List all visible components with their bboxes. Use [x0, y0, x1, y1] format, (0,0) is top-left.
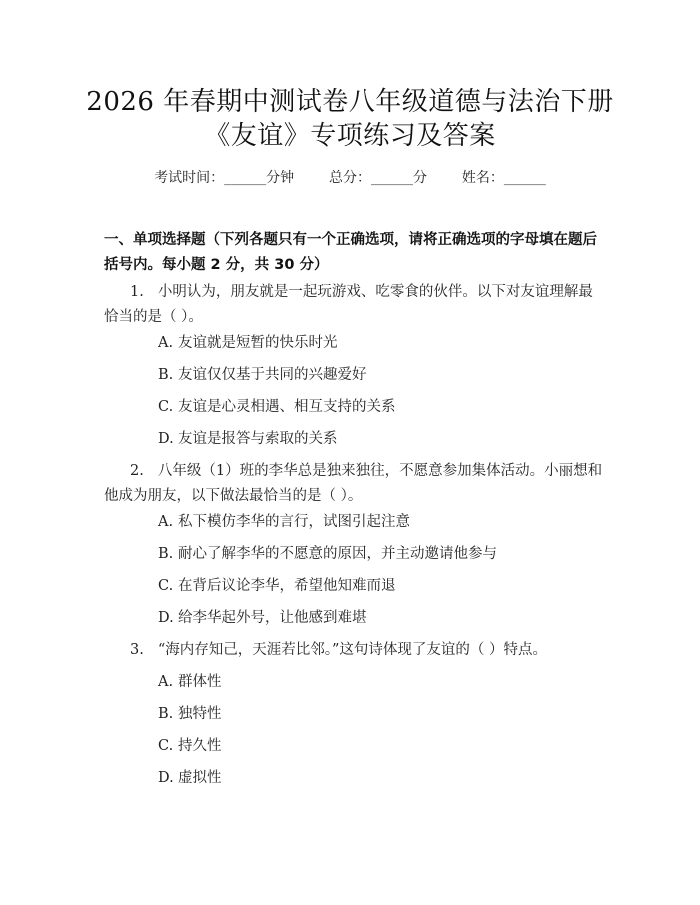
time-unit: 分钟	[266, 170, 295, 186]
option-3c	[158, 736, 222, 756]
option-letter: B.	[158, 706, 174, 722]
exam-meta	[0, 168, 700, 188]
question-number: 2.	[130, 463, 144, 479]
option-letter: B.	[158, 546, 174, 562]
option-text: 群体性	[178, 674, 222, 690]
option-letter: A.	[158, 514, 174, 530]
time-label: 考试时间：	[154, 170, 225, 186]
question-2	[104, 459, 604, 509]
option-letter: D.	[158, 431, 174, 447]
option-text: 虚拟性	[178, 770, 222, 786]
option-letter: C.	[158, 399, 174, 415]
option-text: 友谊仅仅基于共同的兴趣爱好	[178, 367, 367, 383]
score-label: 总分：	[329, 170, 371, 186]
option-letter: D.	[158, 610, 174, 626]
option-2d	[158, 608, 367, 628]
question-1	[104, 280, 604, 330]
option-3a	[158, 672, 222, 692]
page-title-line-2: 《友谊》专项练习及答案	[204, 121, 496, 151]
score-unit: 分	[413, 170, 427, 186]
option-1d	[158, 429, 338, 449]
option-1c	[158, 397, 396, 417]
question-text: 八年级（1）班的李华总是独来独往，不愿意参加集体活动。小丽想和他成为朋友，以下做法最恰当的是（ ）。	[104, 463, 603, 504]
option-2a	[158, 512, 410, 532]
time-blank: ______	[224, 170, 267, 186]
option-text: 友谊就是短暂的快乐时光	[178, 335, 338, 351]
option-letter: D.	[158, 770, 174, 786]
option-text: 在背后议论李华，希望他知难而退	[178, 578, 396, 594]
option-text: 给李华起外号，让他感到难堪	[178, 610, 367, 626]
option-1a	[158, 333, 338, 353]
score-blank: ______	[371, 170, 413, 186]
option-text: 独特性	[178, 706, 222, 722]
question-text: 小明认为，朋友就是一起玩游戏、吃零食的伙伴。以下对友谊理解最恰当的是（ ）。	[104, 284, 593, 325]
option-text: 私下模仿李华的言行，试图引起注意	[178, 514, 410, 530]
option-2b	[158, 544, 497, 564]
option-text: 友谊是报答与索取的关系	[178, 431, 338, 447]
option-letter: B.	[158, 367, 174, 383]
option-2c	[158, 576, 396, 596]
question-number: 1.	[130, 284, 144, 300]
name-blank: ______	[503, 170, 546, 186]
option-letter: C.	[158, 738, 174, 754]
option-text: 友谊是心灵相遇、相互支持的关系	[178, 399, 396, 415]
option-1b	[158, 365, 367, 385]
option-text: 耐心了解李华的不愿意的原因，并主动邀请他参与	[178, 546, 497, 562]
option-letter: C.	[158, 578, 174, 594]
question-3	[104, 638, 604, 663]
question-number: 3.	[130, 642, 144, 658]
question-text: “海内存知己，天涯若比邻。”这句诗体现了友谊的（ ）特点。	[157, 642, 548, 658]
section-heading: 一、单项选择题（下列各题只有一个正确选项，请将正确选项的字母填在题后括号内。每小题 2 分，共 30 分）	[104, 232, 597, 273]
option-text: 持久性	[178, 738, 222, 754]
page-title-line-1: 2026 年春期中测试卷八年级道德与法治下册	[86, 87, 614, 117]
option-3d	[158, 768, 222, 788]
option-3b	[158, 704, 222, 724]
option-letter: A.	[158, 335, 174, 351]
option-letter: A.	[158, 674, 174, 690]
name-label: 姓名：	[461, 170, 504, 186]
